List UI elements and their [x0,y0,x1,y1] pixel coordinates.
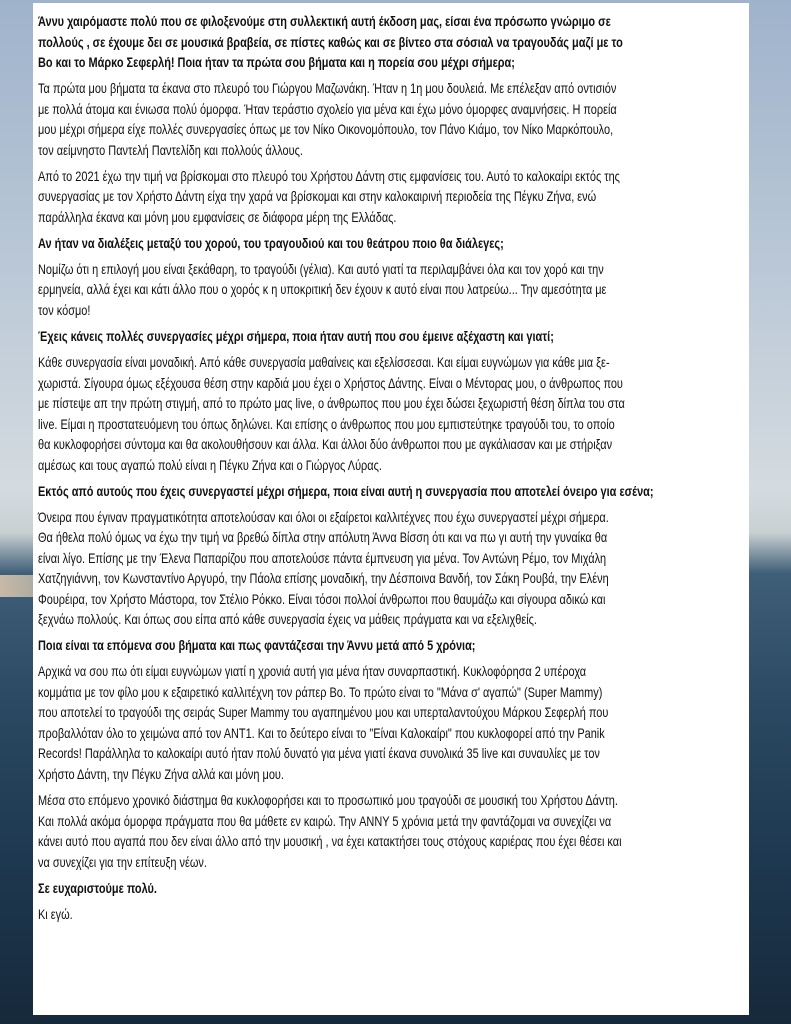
text-line: Τα πρώτα μου βήματα τα έκανα στο πλευρό του Γιώργου Μαζωνάκη. Ήταν η 1η μου δουλειά. Με επέλεξαν από οντισιόν [38,81,617,97]
interview-answer [38,791,746,873]
text-line: με πολλά άτομα και ένιωσα πολύ όμορφα. Ήταν τεράστιο σχολείο για μένα και έχω μόνο όμορφες αναμνήσεις. Η πορεία [38,101,617,117]
text-line: προβαλλόταν όλο το χειμώνα από τον ΑΝΤ1. Και το δεύτερο είναι το "Είναι Καλοκαίρι" που κυκλοφορεί από την Panik [38,725,605,741]
text-line: κομμάτια με τον φίλο μου κ εξαιρετικό καλλιτέχνη τον ράπερ Bo. Το πρώτο είναι το "Μάνα σ' αγαπώ" (Super Mammy) [38,684,603,700]
interview-answer [38,260,746,322]
text-line: με πίστεψε απ την πρώτη στιγμή, από το πρώτο μας live, ο άνθρωπος που μου έχει δώσει ξεχωριστή θέση δίπλα του στα [38,396,625,412]
text-line: που αποτελεί το τραγούδι της σειράς Super Mammy του αγαπημένου μου και υπερταλαντούχου Μάρκου Σεφερλή που [38,705,609,721]
text-line: Χρήστο Δάντη, την Πέγκυ Ζήνα αλλά και μόνη μου. [38,766,284,782]
interview-answer [38,353,746,476]
text-line: τον αείμνηστο Παντελή Παντελίδη και πολλούς άλλους. [38,142,303,158]
text-line: live. Είμαι η προστατευόμενη του όπως δηλώνει. Και επίσης ο άνθρωπος που μου εμπιστεύτηκε τραγούδι του, το οποίο [38,416,615,432]
text-line: Κι εγώ. [38,906,73,922]
text-line: Bo και το Μάρκο Σεφερλή! Ποια ήταν τα πρώτα σου βήματα και η πορεία σου μέχρι σήμερα; [38,55,515,70]
text-line: Ποια είναι τα επόμενα σου βήματα και πως φαντάζεσαι την Άννυ μετά από 5 χρόνια; [38,638,476,654]
text-line: Αν ήταν να διαλέξεις μεταξύ του χορού, του τραγουδιού και του θεάτρου ποιο θα διάλεγες; [38,235,504,251]
text-line: Φουρέιρα, τον Χρήστο Μάστορα, τον Στέλιο Ρόκκο. Είναι τόσοι πολλοί άνθρωποι που θαυμάζω και σίγουρα αδικώ και [38,591,606,607]
interview-question [38,12,746,74]
text-line: Εκτός από αυτούς που έχεις συνεργαστεί μέχρι σήμερα, ποια είναι αυτή η συνεργασία που αποτελεί όνειρο για εσένα; [38,483,654,499]
interview-question [38,482,746,503]
text-line: Μέσα στο επόμενο χρονικό διάστημα θα κυκλοφορήσει και το προσωπικό μου τραγούδι σε μουσική του Χρήστου Δάντη. [38,793,618,809]
text-line: Νομίζω ότι η επιλογή μου είναι ξεκάθαρη, το τραγούδι (γέλια). Και αυτό γιατί τα περιλαμβάνει όλα και τον χορό και την [38,261,604,277]
text-line: πολλούς , σε έχουμε δει σε μουσικά βραβεία, σε πίστες καθώς και σε βίντεο στα σόσιαλ να τραγουδάς μαζί με το [38,34,623,50]
interview-answer [38,508,746,631]
interview-question [38,636,746,657]
text-line: Records! Παράλληλα το καλοκαίρι αυτό ήταν πολύ δυνατό για μένα γιατί έκανα συνολικά 35 live και συναυλίες με τον [38,746,600,762]
text-line: Κάθε συνεργασία είναι μοναδική. Από κάθε συνεργασία μαθαίνεις και εξελίσσεσαι. Και είμαι ευγνώμων για κάθε μια ξε- [38,355,610,371]
text-line: Χατζηγιάννη, τον Κωνσταντίνο Αργυρό, την Πάολα επίσης μοναδική, την Δέσποινα Βανδή, τον Σάκη Ρουβά, την Ελένη [38,571,609,587]
text-line: Από το 2021 έχω την τιμή να βρίσκομαι στο πλευρό του Χρήστου Δάντη στις εμφανίσεις του. Αυτό το καλοκαίρι εκτός της [38,168,620,184]
interview-text [38,12,746,931]
article-panel [33,3,749,1015]
text-line: Όνειρα που έγιναν πραγματικότητα αποτελούσαν και όλοι οι εξαίρετοι καλλιτέχνες που έχω συνεργαστεί μέχρι σήμερα. [38,509,609,525]
text-line: μου μέχρι σήμερα είχε πολλές συνεργασίες όπως με τον Νίκο Οικονομόπουλο, τον Πάνο Κιάμο, τον Νίκο Μαρκόπουλο, [38,122,614,138]
text-line: Σε ευχαριστούμε πολύ. [38,880,157,896]
text-line: Αρχικά να σου πω ότι είμαι ευγνώμων γιατί η χρονιά αυτή για μένα ήταν συναρπαστική. Κυκλοφόρησα 2 υπέροχα [38,664,587,680]
interview-answer [38,905,746,926]
interview-question [38,879,746,900]
text-line: Θα ήθελα πολύ όμως να έχω την τιμή να βρεθώ δίπλα στην απόλυτη Άννα Βίσση ότι και να πω γι αυτή την γυναίκα θα [38,530,608,546]
text-line: αμέσως και τους αγαπώ πολύ είναι η Πέγκυ Ζήνα και ο Γιώργος Λύρας. [38,457,382,473]
text-line: Έχεις κάνεις πολλές συνεργασίες μέχρι σήμερα, ποια ήταν αυτή που σου έμεινε αξέχαστη και γιατί; [38,328,554,344]
interview-question [38,234,746,255]
text-line: Άννυ χαιρόμαστε πολύ που σε φιλοξενούμε στη συλλεκτική αυτή έκδοση μας, είσαι ένα πρόσωπο γνώριμο σε [38,14,611,29]
interview-question [38,327,746,348]
text-line: είναι λίγο. Επίσης με την Έλενα Παπαρίζου που αποτελούσε πάντα έμπνευση για μένα. Τον Αντώνη Ρέμο, τον Μιχάλη [38,550,607,566]
text-line: τον κόσμο! [38,302,91,318]
text-line: ερμηνεία, αλλά έχει και κάτι άλλο που ο χορός κ η υποκριτική δεν έχουν κ αυτό είναι που λατρεύω... Την αμεσότητα με [38,282,607,298]
text-line: να συνεχίζει για την επίτευξη νέων. [38,854,207,870]
text-line: ξεχνάω πολλούς. Και όπως σου είπα από κάθε συνεργασία έχεις να μάθεις πράγματα και να εξελιχθείς. [38,612,537,628]
interview-answer [38,79,746,161]
text-line: συνεργασίας με τον Χρήστο Δάντη είχα την χαρά να βρίσκομαι και στην καλοκαιρινή περιοδεία της Πέγκυ Ζήνα, ενώ [38,189,597,205]
text-line: παράλληλα έκανα και μόνη μου εμφανίσεις σε διάφορα μέρη της Ελλάδας. [38,209,397,225]
text-line: Και πολλά ακόμα όμορφα πράγματα που θα μάθετε εν καιρώ. Την ANNY 5 χρόνια μετά την φαντάζομαι να συνεχίζει να [38,813,612,829]
text-line: χωριστά. Σίγουρα όμως εξέχουσα θέση στην καρδιά μου έχει ο Χρήστος Δάντης. Είναι ο Μέντορας μου, ο άνθρωπος που [38,375,623,391]
text-line: κάνει αυτό που αγαπά που δεν είναι άλλο από την μουσική , να έχει κατακτήσει τους στόχους καριέρας που έχει θέσει και [38,834,622,850]
interview-answer [38,662,746,785]
text-line: θα κυκλοφορήσει σύντομα και θα ακολουθήσουν και άλλα. Και άλλοι δύο άνθρωποι που με αγκάλιασαν και με στήριξαν [38,437,613,453]
interview-answer [38,167,746,229]
